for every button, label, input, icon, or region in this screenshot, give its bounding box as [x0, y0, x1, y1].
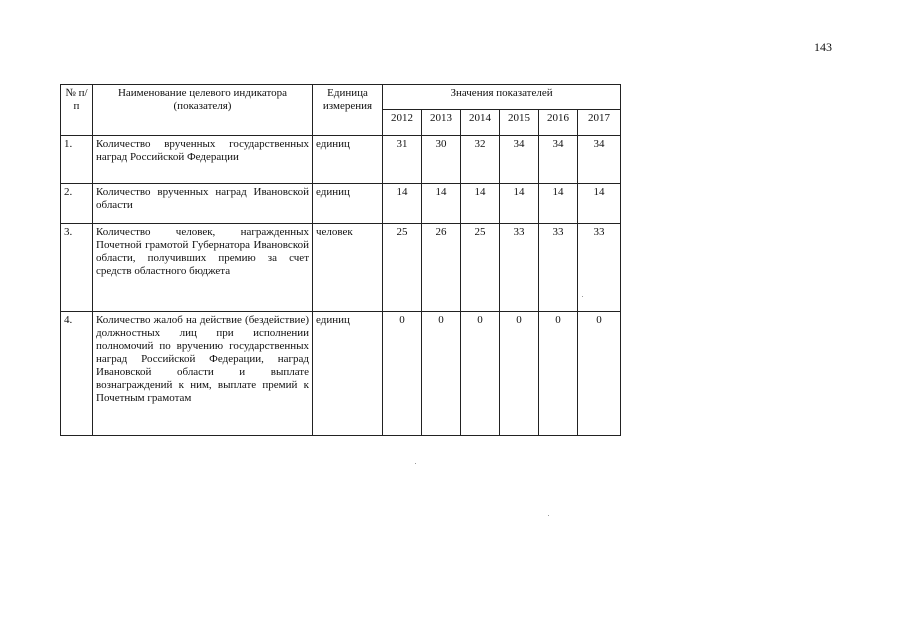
- value-cell: 0: [500, 312, 539, 436]
- value-cell: 14: [422, 184, 461, 224]
- value-cell: 25: [461, 224, 500, 312]
- value-cell: 34: [500, 136, 539, 184]
- scan-speck: [582, 296, 583, 297]
- table-row: [61, 136, 621, 184]
- header-row: [61, 85, 621, 110]
- indicator-name: Количество человек, награжденных Почетной грамотой Губернатора Ивановской области, получивших премию за счет средств областного бюджета: [93, 224, 313, 312]
- unit-cell: человек: [313, 224, 383, 312]
- header-num: № п/п: [61, 85, 93, 136]
- value-cell: 33: [578, 224, 621, 312]
- header-name: Наименование целевого индикатора (показателя): [93, 85, 313, 136]
- header-values: Значения показателей: [383, 85, 621, 110]
- indicator-name: Количество врученных наград Ивановской области: [93, 184, 313, 224]
- row-number: 1.: [61, 136, 93, 184]
- scan-speck: [548, 515, 549, 516]
- value-cell: 34: [578, 136, 621, 184]
- row-number: 2.: [61, 184, 93, 224]
- value-cell: 0: [578, 312, 621, 436]
- scan-speck: [415, 463, 416, 464]
- unit-cell: единиц: [313, 184, 383, 224]
- page-number: 143: [814, 40, 832, 54]
- value-cell: 14: [383, 184, 422, 224]
- year-header: 2014: [461, 110, 500, 136]
- value-cell: 30: [422, 136, 461, 184]
- header-unit: Единица измерения: [313, 85, 383, 136]
- year-header: 2016: [539, 110, 578, 136]
- value-cell: 33: [500, 224, 539, 312]
- row-number: 4.: [61, 312, 93, 436]
- value-cell: 0: [461, 312, 500, 436]
- unit-cell: единиц: [313, 136, 383, 184]
- value-cell: 14: [539, 184, 578, 224]
- row-number: 3.: [61, 224, 93, 312]
- year-header: 2015: [500, 110, 539, 136]
- value-cell: 0: [422, 312, 461, 436]
- value-cell: 32: [461, 136, 500, 184]
- value-cell: 14: [578, 184, 621, 224]
- indicator-name: Количество врученных государственных наград Российской Федерации: [93, 136, 313, 184]
- table-row: [61, 184, 621, 224]
- table-row: [61, 312, 621, 436]
- year-header: 2012: [383, 110, 422, 136]
- value-cell: 26: [422, 224, 461, 312]
- value-cell: 33: [539, 224, 578, 312]
- value-cell: 0: [539, 312, 578, 436]
- unit-cell: единиц: [313, 312, 383, 436]
- indicators-table: [60, 84, 621, 436]
- value-cell: 14: [500, 184, 539, 224]
- value-cell: 25: [383, 224, 422, 312]
- year-header: 2017: [578, 110, 621, 136]
- value-cell: 0: [383, 312, 422, 436]
- value-cell: 31: [383, 136, 422, 184]
- year-header: 2013: [422, 110, 461, 136]
- table-row: [61, 224, 621, 312]
- value-cell: 14: [461, 184, 500, 224]
- value-cell: 34: [539, 136, 578, 184]
- indicator-name: Количество жалоб на действие (бездействие) должностных лиц при исполнении полномочий по вручению государственных наград Российской Федерации, наград Ивановской области и выплате вознаграждений к ним, выплате премий к Почетным грамотам: [93, 312, 313, 436]
